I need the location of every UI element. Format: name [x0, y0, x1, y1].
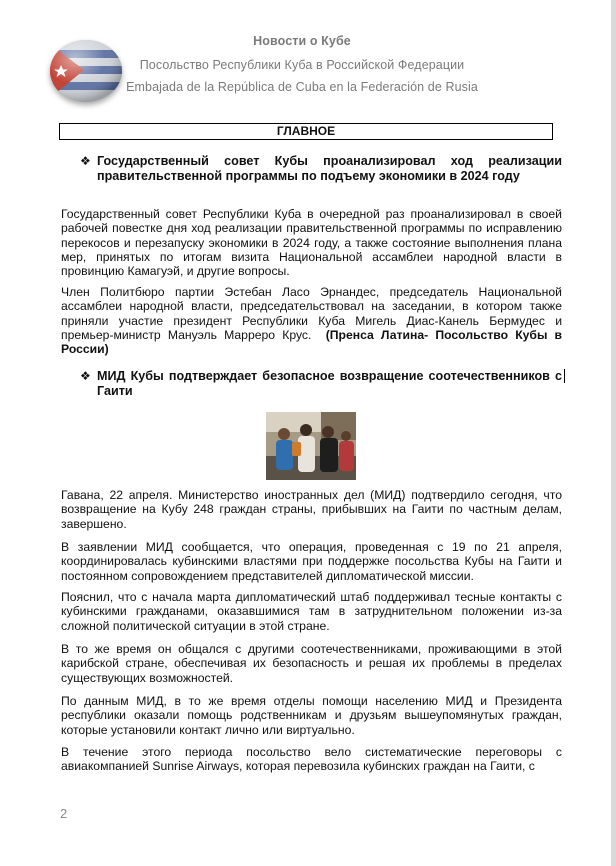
document-header [0, 0, 611, 110]
header-title: Новости о Кубе [253, 34, 351, 48]
page-edge-shadow [611, 0, 616, 866]
article-paragraph: По данным МИД, в то же время отделы помощи населению МИД и Президента республики оказали помощь родственникам и друзьям вышеупомянутых граждан, которые установили контакт лично или виртуально. [61, 694, 562, 737]
paragraph-text: Член Политбюро партии Эстебан Ласо Эрнандес, председатель Национальной ассамблеи народной власти, председательствовал на заседании, в котором также приняли участие президент Республики Куба Мигель Диас-Канель Бермудес и премьер-министр Мануэль Марреро Крус. [61, 285, 562, 342]
article-headline [80, 369, 562, 399]
article-source: (Пренса Латина- Посольство Кубы в России) [61, 327, 563, 357]
section-title: ГЛАВНОЕ [59, 123, 553, 140]
article-paragraph: Пояснил, что с начала марта дипломатический штаб поддерживал тесные контакты с кубинскими гражданами, оказавшимися там в затруднительном положении из-за сложной политической ситуации в этой стране. [61, 590, 562, 633]
article-headline [80, 154, 562, 184]
article-paragraph-with-source [61, 285, 562, 356]
diamond-bullet-icon: ❖ [80, 369, 91, 383]
headline-text: Государственный совет Кубы проанализировал ход реализации правительственной программы по подъему экономики в 2024 году [97, 154, 562, 183]
header-subtitle-es: Embajada de la República de Cuba en la Federación de Rusia [126, 80, 478, 94]
page-number: 2 [60, 806, 68, 821]
article-paragraph: Государственный совет Республики Куба в очередной раз проанализировал в своей рабочей повестке дня ход реализации правительственной программы по исправлению перекосов и перезапуску экономики в 2024 году, а также состояние выполнения плана мер, принятых по итогам визита Национальной ассамблеи народной власти в провинцию Камагуэй, и другие вопросы. [61, 207, 562, 279]
photo-illustration [266, 412, 356, 480]
headline-text: МИД Кубы подтверждает безопасное возвращение соотечественников с Гаити [97, 369, 562, 398]
header-subtitle-ru: Посольство Республики Куба в Российской Федерации [139, 58, 465, 72]
diamond-bullet-icon: ❖ [80, 154, 91, 168]
article-paragraph: В заявлении МИД сообщается, что операция, проведенная с 19 по 21 апреля, координировалась кубинскими властями при поддержке посольства Кубы на Гаити и постоянном сопровождением представителей дипломатической миссии. [61, 540, 562, 583]
text-cursor [564, 369, 565, 383]
article-paragraph: В течение этого периода посольство вело систематические переговоры с авиакомпанией Sunrise Airways, которая перевозила кубинских граждан на Гаити, с [61, 745, 562, 774]
returning-citizens-photo [266, 412, 356, 480]
article-paragraph: В то же время он общался с другими соотечественниками, проживающими в этой карибской стране, обеспечивая их безопасность и решая их проблемы в пределах существующих возможностей. [61, 642, 562, 685]
article-paragraph: Гавана, 22 апреля. Министерство иностранных дел (МИД) подтвердило сегодня, что возвращение на Кубу 248 граждан страны, прибывших на Гаити по частным делам, завершено. [61, 488, 562, 531]
